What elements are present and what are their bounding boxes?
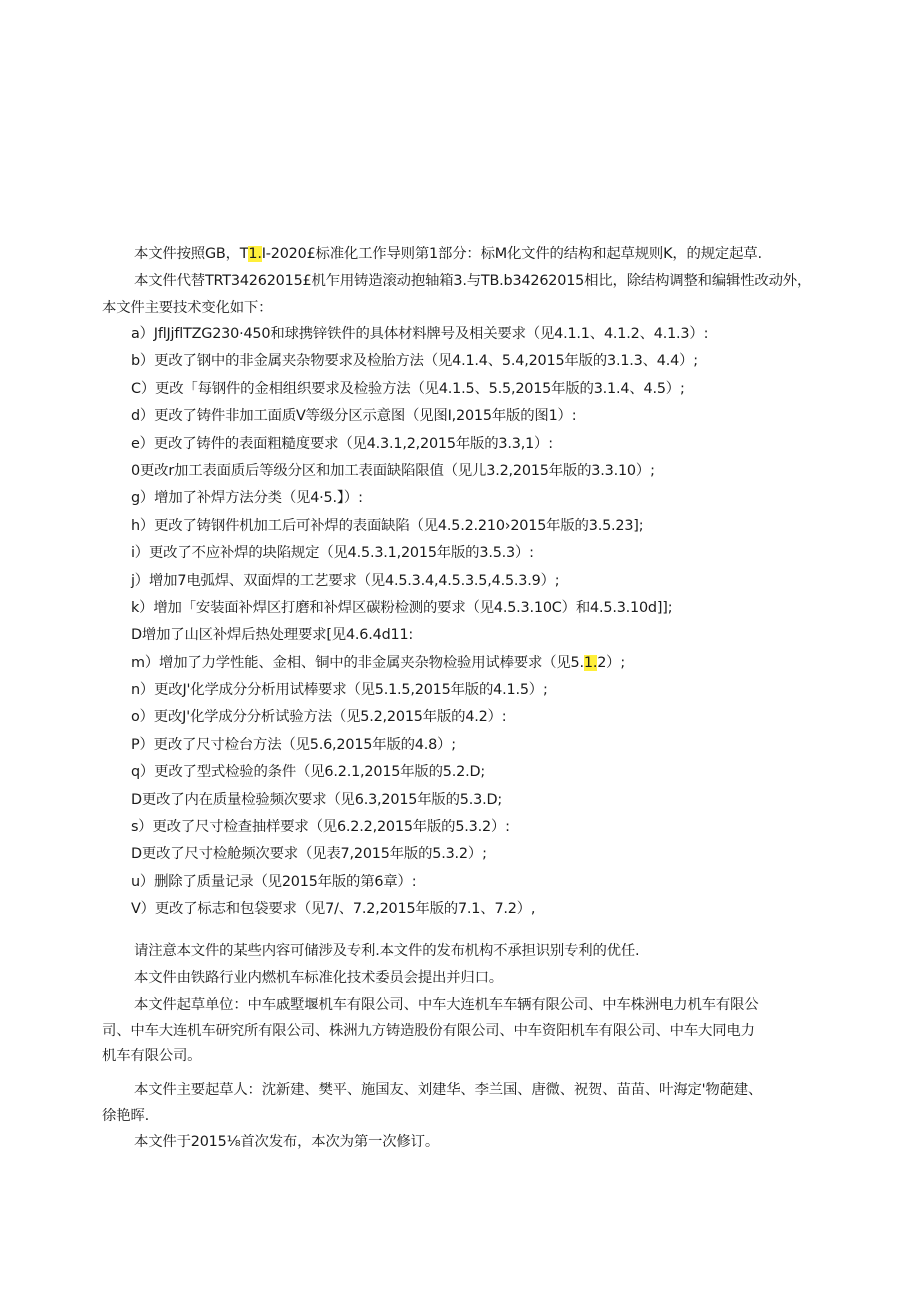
- change-item-m: [0, 650, 920, 677]
- change-item-g: g）增加了补焊方法分类（见4·5.】）:: [131, 490, 363, 507]
- change-item-a: a）JflJjflTZG230·450和球携锌铁件的具体材料牌号及相关要求（见4.1.1、4.1.2、4.1.3）:: [131, 326, 709, 342]
- foreword-body: [0, 241, 920, 1156]
- change-item-e: e）更改了铸件的表面粗糙度要求（见4.3.1,2,2015年版的3.3,1）:: [131, 435, 553, 452]
- highlight-mark: 1.: [583, 654, 598, 671]
- change-item-u: u）删除了质量记录（见2015年版的第6章）:: [131, 873, 417, 890]
- change-item-b: b）更改了钢中的非金属夹杂物要求及检胎方法（见4.1.4、5.4,2015年版的3.1.3、4.4）;: [131, 353, 698, 370]
- change-item-c: C）更改「每钢件的金相组织要求及检验方法（见4.1.5、5.5,2015年版的3.1.4、4.5）;: [131, 380, 685, 397]
- change-item-q: q）更改了型式检验的条件（见6.2.1,2015年版的5.2.D;: [131, 764, 485, 781]
- text-run: 2）;: [597, 654, 626, 671]
- replacement-paragraph: 本文件代替TRT34262015£机乍用铸造滚动抱轴箱3.与TB.b34262015相比，除结构调整和编辑性改动外，: [134, 273, 812, 289]
- change-item-t: D更改了尺寸检舱频次要求（见表7,2015年版的5.3.2）;: [131, 846, 487, 863]
- spacer: [0, 1069, 920, 1077]
- change-item-o: o）更改J'化学成分分析试验方法（见5.2,2015年版的4.2）:: [131, 709, 507, 726]
- change-item-h: h）更改了铸钢件机加工后可补焊的表面缺陷（见4.5.2.210›2015年版的3.5.23];: [131, 517, 644, 534]
- highlight-mark: 1.: [248, 246, 262, 262]
- change-list: [0, 321, 920, 924]
- drafting-units-line: 本文件起草单位：中车戚墅堰机车有限公司、中车大连机车车辆有限公司、中车株洲电力机车有限公: [134, 996, 759, 1013]
- change-item-n: n）更改J'化学成分分析用试棒要求（见5.1.5,2015年版的4.1.5）;: [131, 682, 548, 699]
- change-item-f: 0更改r加工表面质后等级分区和加工表面缺陷限值（见儿3.2,2015年版的3.3.10）;: [131, 462, 655, 479]
- replacement-paragraph-continued: 本文件主要技术变化如下：: [102, 300, 273, 316]
- proposing-committee: 本文件由铁路行业内燃机车标准化技术委员会提出并归口。: [134, 969, 503, 986]
- drafting-units-line: 司、中车大连机车研究所有限公司、株洲九方铸造股份有限公司、中车资阳机车有限公司、中车大同电力: [102, 1022, 755, 1039]
- text-run: I-2020£标准化工作导则第1部分：标M化文件的结构和起草规则K，的规定起草.: [261, 246, 762, 262]
- drafting-rule-paragraph: [0, 241, 920, 268]
- change-item-k: k）增加「安装面补焊区打磨和补焊区碳粉检测的要求（见4.5.3.10C）和4.5.3.10d]];: [131, 599, 673, 616]
- issue-history: 本文件于2015⅛首次发布，本次为第一次修订。: [134, 1133, 440, 1150]
- drafters-line: 本文件主要起草人：沈新建、樊平、施国友、刘建华、李兰国、唐微、祝贺、苗苗、叶海定'物葩建、: [134, 1081, 763, 1098]
- text-run: 本文件按照GB，T: [134, 246, 249, 262]
- change-item-v: V）更改了标志和包袋要求（见7/、7.2,2015年版的7.1、7.2）,: [131, 901, 536, 918]
- spacer: [0, 924, 920, 938]
- patent-notice: 请注意本文件的某些内容可储涉及专利.本文件的发布机构不承担识别专利的优任.: [134, 942, 640, 959]
- change-item-s: s）更改了尺寸检查抽样要求（见6.2.2,2015年版的5.3.2）:: [131, 819, 510, 836]
- change-item-p: P）更改了尺寸检台方法（见5.6,2015年版的4.8）;: [131, 736, 456, 753]
- text-run: m）增加了力学性能、金相、铜中的非金属夹杂物检验用试棒要求（见5.: [131, 654, 584, 671]
- change-item-d: d）更改了铸件非加工面质V等级分区示意图（见图I,2015年版的图1）:: [131, 408, 577, 425]
- change-item-l: D增加了山区补焊后热处理要求[见4.6.4d11:: [131, 627, 414, 644]
- drafting-units-line: 机车有限公司。: [102, 1047, 202, 1064]
- change-item-r: D更改了内在质量检验频次要求（见6.3,2015年版的5.3.D;: [131, 791, 502, 808]
- drafters-line: 徐艳晖.: [102, 1107, 149, 1124]
- change-item-i: i）更改了不应补焊的块陷规定（见4.5.3.1,2015年版的3.5.3）:: [131, 545, 534, 562]
- change-item-j: j）增加7电弧焊、双面焊的工艺要求（见4.5.3.4,4.5.3.5,4.5.3.9）;: [131, 572, 560, 589]
